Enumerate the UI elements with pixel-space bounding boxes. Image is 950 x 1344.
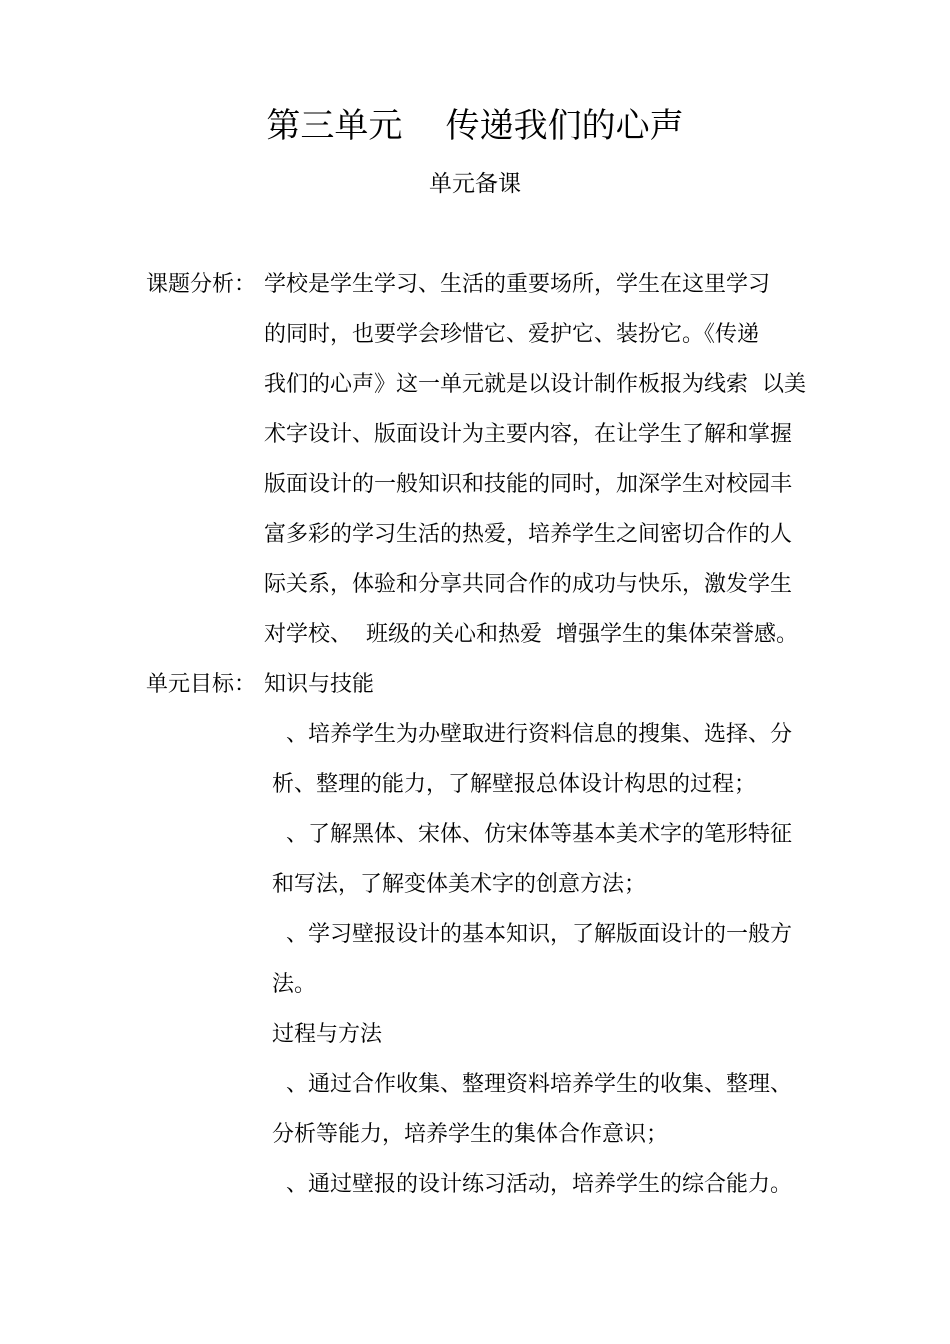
analysis-line: 际关系，体验和分享共同合作的成功与快乐，激发学生 [264, 572, 793, 597]
knowledge-line: 、培养学生为办壁取进行资料信息的搜集、选择、分 [272, 722, 792, 747]
analysis-label: 课题分析： [146, 272, 257, 297]
process-line: 、通过合作收集、整理资料培养学生的收集、整理、 [272, 1072, 792, 1097]
analysis-line: 版面设计的一般知识和技能的同时，加深学生对校园丰 [264, 472, 793, 497]
analysis-line: 对学校、 班级的关心和热爱 增强学生的集体荣誉感。 [264, 622, 798, 647]
knowledge-heading: 知识与技能 [264, 672, 375, 697]
knowledge-line: 析、整理的能力，了解壁报总体设计构思的过程； [272, 772, 757, 797]
analysis-line: 的同时，也要学会珍惜它、爱护它、装扮它。《传递 [264, 322, 760, 347]
analysis-line: 术字设计、版面设计为主要内容，在让学生了解和掌握 [264, 422, 793, 447]
analysis-line: 学校是学生学习、生活的重要场所，学生在这里学习 [264, 272, 771, 297]
goals-label: 单元目标： [146, 672, 257, 697]
page-title: 第三单元 传递我们的心声 [266, 106, 684, 146]
knowledge-line: 和写法，了解变体美术字的创意方法； [272, 872, 647, 897]
analysis-line: 富多彩的学习生活的热爱，培养学生之间密切合作的人 [264, 522, 793, 547]
knowledge-line: 、学习壁报设计的基本知识，了解版面设计的一般方 [272, 922, 792, 947]
page-subtitle: 单元备课 [429, 171, 521, 197]
process-heading: 过程与方法 [272, 1022, 383, 1047]
analysis-line: 我们的心声》这一单元就是以设计制作板报为线索 以美 [264, 372, 806, 397]
knowledge-line: 、了解黑体、宋体、仿宋体等基本美术字的笔形特征 [272, 822, 792, 847]
process-line: 、通过壁报的设计练习活动，培养学生的综合能力。 [272, 1172, 792, 1197]
knowledge-line: 法。 [272, 972, 317, 997]
process-line: 分析等能力，培养学生的集体合作意识； [272, 1122, 669, 1147]
